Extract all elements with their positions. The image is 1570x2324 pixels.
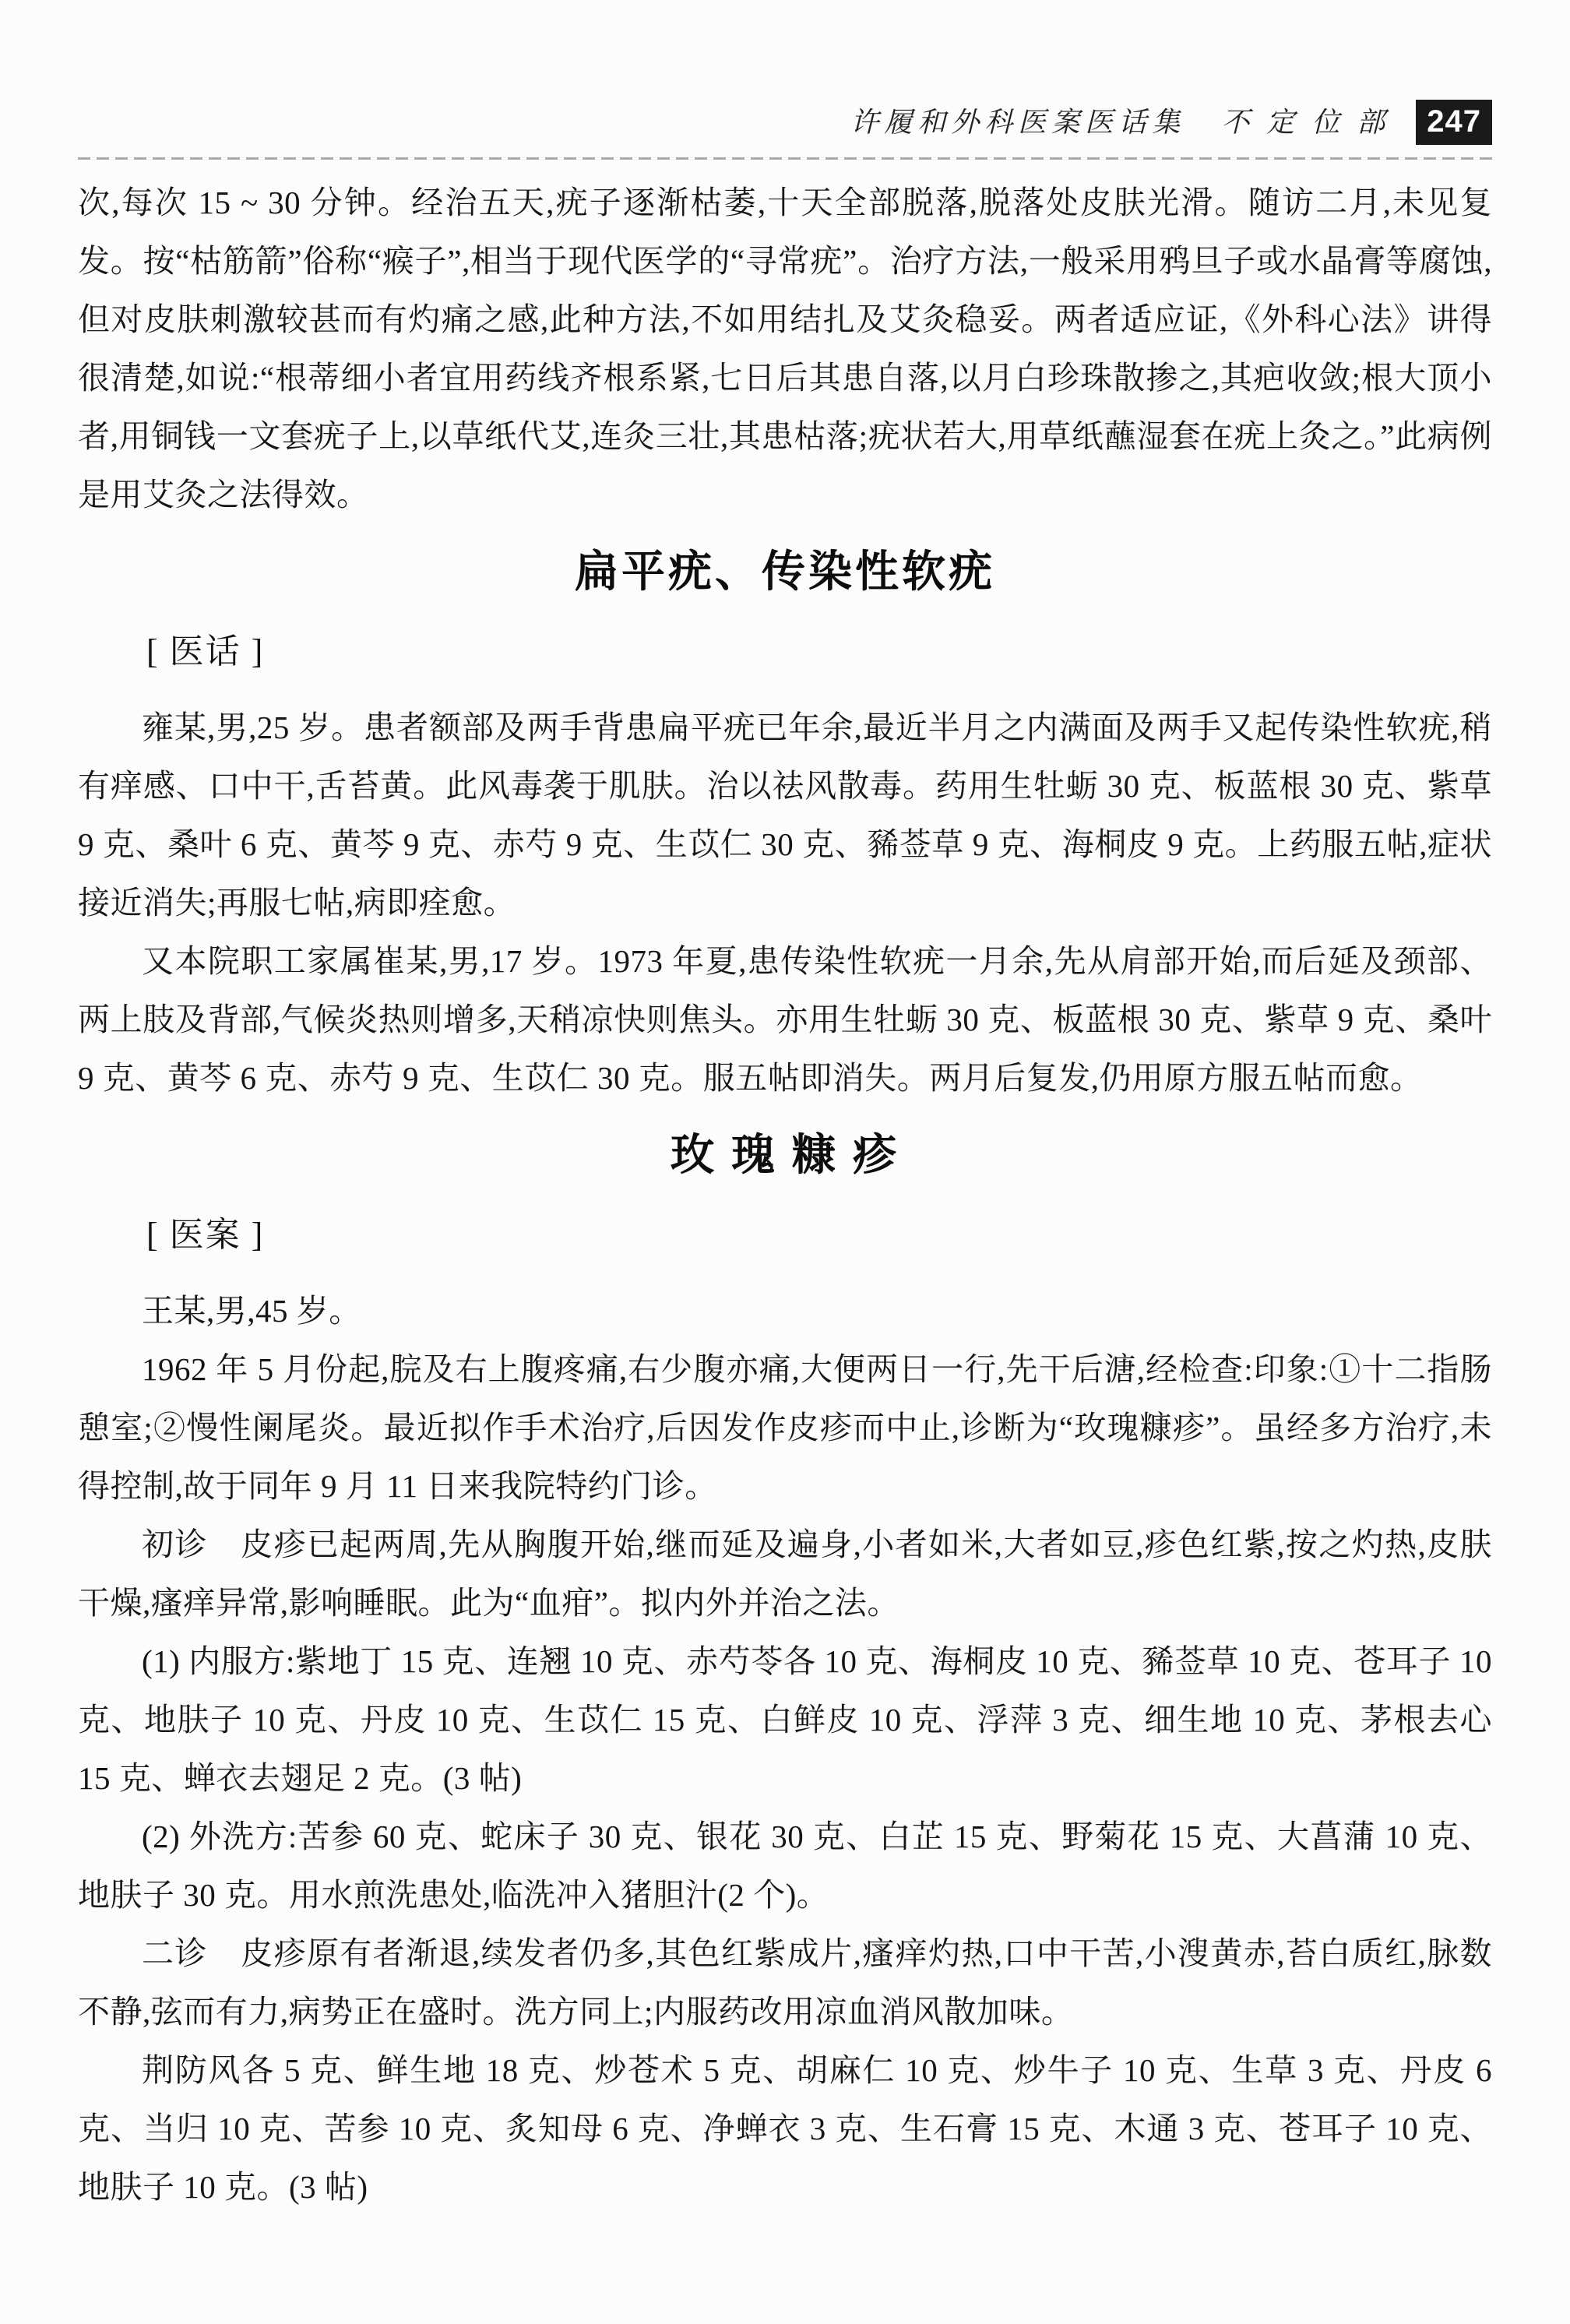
paragraph-case1: 雍某,男,25 岁。患者额部及两手背患扁平疣已年余,最近半月之内满面及两手又起传染性软疣,稍有痒感、口中干,舌苔黄。此风毒袭于肌肤。治以祛风散毒。药用生牡蛎 30 克、板蓝根 30 克、紫草 9 克、桑叶 6 克、黄芩 9 克、赤芍 9 克、生苡仁 30 克、豨莶草 9 克、海桐皮 9 克。上药服五帖,症状接近消失;再服七帖,病即痊愈。 [78,710,1492,921]
case-label-medical-talk: [ 医话 ] [146,632,265,671]
running-head-book-title: 许履和外科医案医话集 [850,107,1186,138]
paragraph-patient-info: 王某,男,45 岁。 [142,1293,361,1329]
paragraph-internal-prescription: (1) 内服方:紫地丁 15 克、连翘 10 克、赤芍苓各 10 克、海桐皮 10 克、豨莶草 10 克、苍耳子 10 克、地肤子 10 克、丹皮 10 克、生苡仁 15 克、白鲜皮 10 克、浮萍 3 克、细生地 10 克、茅根去心 15 克、蝉衣去翅足 2 克。(3 帖) [78,1643,1492,1796]
paragraph-first-visit: 初诊 皮疹已起两周,先从胸腹开始,继而延及遍身,小者如米,大者如豆,疹色红紫,按之灼热,皮肤干燥,瘙痒异常,影响睡眠。此为“血疳”。拟内外并治之法。 [78,1526,1492,1621]
paragraph-continuation: 次,每次 15 ~ 30 分钟。经治五天,疣子逐渐枯萎,十天全部脱落,脱落处皮肤光滑。随访二月,未见复发。按“枯筋箭”俗称“瘊子”,相当于现代医学的“寻常疣”。治疗方法,一般采用鸦旦子或水晶膏等腐蚀,但对皮肤刺激较甚而有灼痛之感,此种方法,不如用结扎及艾灸稳妥。两者适应证,《外科心法》讲得很清楚,如说:“根蒂细小者宜用药线齐根系紧,七日后其患自落,以月白珍珠散掺之,其疤收敛;根大顶小者,用铜钱一文套疣子上,以草纸代艾,连灸三壮,其患枯落;疣状若大,用草纸蘸湿套在疣上灸之。”此病例是用艾灸之法得效。 [78,185,1492,512]
running-head [78,0,1492,145]
paragraph-history: 1962 年 5 月份起,脘及右上腹疼痛,右少腹亦痛,大便两日一行,先干后溏,经检查:印象:①十二指肠憩室;②慢性阑尾炎。最近拟作手术治疗,后因发作皮疹而中止,诊断为“玫瑰糠疹”。虽经多方治疗,未得控制,故于同年 9 月 11 日来我院特约门诊。 [78,1351,1492,1504]
section-heading-rose-pityriasis: 玫 瑰 糠 疹 [671,1132,899,1180]
running-head-section: 不定位部 [1221,107,1403,138]
paragraph-second-visit: 二诊 皮疹原有者渐退,续发者仍多,其色红紫成片,瘙痒灼热,口中干苦,小溲黄赤,苔白质红,脉数不静,弦而有力,病势正在盛时。洗方同上;内服药改用凉血消风散加味。 [78,1935,1492,2030]
page-content [78,174,1492,2217]
case-label-medical-record: [ 医案 ] [146,1216,265,1254]
paragraph-second-prescription: 荆防风各 5 克、鲜生地 18 克、炒苍术 5 克、胡麻仁 10 克、炒牛子 10 克、生草 3 克、丹皮 6 克、当归 10 克、苦参 10 克、炙知母 6 克、净蝉衣 3 克、生石膏 15 克、木通 3 克、苍耳子 10 克、地肤子 10 克。(3 帖) [78,2052,1492,2205]
paragraph-case2: 又本院职工家属崔某,男,17 岁。1973 年夏,患传染性软疣一月余,先从肩部开始,而后延及颈部、两上肢及背部,气候炎热则增多,天稍凉快则焦头。亦用生牡蛎 30 克、板蓝根 30 克、紫草 9 克、桑叶 9 克、黄芩 6 克、赤芍 9 克、生苡仁 30 克。服五帖即消失。两月后复发,仍用原方服五帖而愈。 [78,943,1492,1096]
paragraph-external-wash: (2) 外洗方:苦参 60 克、蛇床子 30 克、银花 30 克、白芷 15 克、野菊花 15 克、大菖蒲 10 克、地肤子 30 克。用水煎洗患处,临洗冲入猪胆汁(2 个)。 [78,1819,1492,1913]
header-divider [78,157,1492,160]
section-heading-flat-wart: 扁平疣、传染性软疣 [575,548,995,597]
page-number-badge: 247 [1416,100,1492,145]
